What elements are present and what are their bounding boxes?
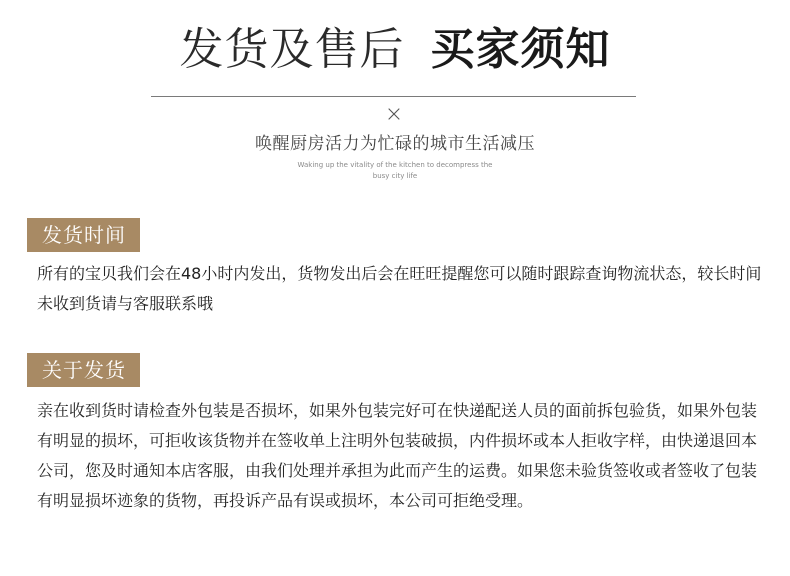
tagline-chinese: 唤醒厨房活力为忙碌的城市生活减压 (255, 134, 535, 154)
section-text-about-shipping: 亲在收到货时请检查外包装是否损坏，如果外包装完好可在快递配送人员的面前拆包验货，如果外包装有明显的损坏，可拒收该货物并在签收单上注明外包装破损，内件损坏或本人拒收字样，由快递退回本公司，您及时通知本店客服，由我们处理并承担为此而产生的运费。如果您未验货签收或者签收了包装有明显损坏迹象的货物，再投诉产品有误或损坏，本公司可拒绝受理。 (37, 401, 758, 510)
close-icon: × (384, 102, 404, 127)
section-text-shipping-time: 所有的宝贝我们会在48小时内发出，货物发出后会在旺旺提醒您可以随时跟踪查询物流状态，较长时间未收到货请与客服联系哦 (37, 264, 762, 313)
header-divider (151, 96, 636, 97)
tagline-english: Waking up the vitality of the kitchen to decompress the busy city life (297, 161, 493, 180)
section-tag-shipping-time: 发货时间 (27, 218, 140, 252)
page-title (0, 22, 790, 78)
page-title-light: 发货及售后 (179, 24, 405, 75)
section-tag-about-shipping: 关于发货 (27, 353, 140, 387)
page-title-bold: 买家须知 (430, 24, 611, 75)
